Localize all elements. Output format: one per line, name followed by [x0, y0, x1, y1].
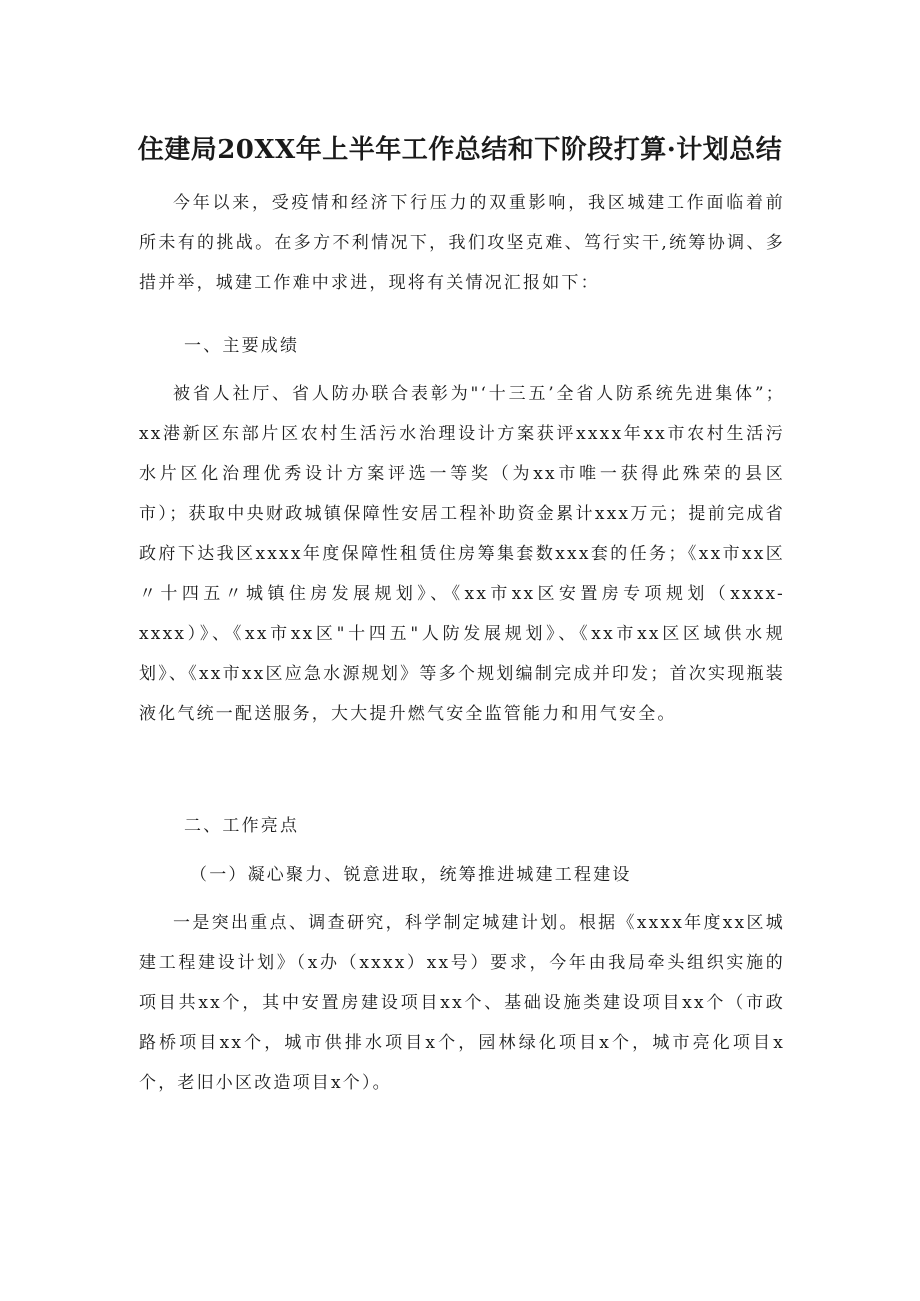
intro-paragraph: 今年以来，受疫情和经济下行压力的双重影响，我区城建工作面临着前所未有的挑战。在多方不利情况下，我们攻坚克难、笃行实干,统筹协调、多措并举，城建工作难中求进，现将有关情况汇报如下： — [139, 193, 785, 293]
achievements-paragraph: 被省人社厅、省人防办联合表彰为"‘十三五’全省人防系统先进集体”；xx港新区东部片区农村生活污水治理设计方案获评xxxx年xx市农村生活污水片区化治理优秀设计方案评选一等奖（为xx市唯一获得此殊荣的县区市）；获取中央财政城镇保障性安居工程补助资金累计xxx万元；提前完成省政府下达我区xxxx年度保障性租赁住房筹集套数xxx套的任务；《xx市xx区〃十四五〃城镇住房发展规划》、《xx市xx区安置房专项规划（xxxx-xxxx）》、《xx市xx区"十四五"人防发展规划》、《xx市xx区区域供水规划》、《xx市xx区应急水源规划》等多个规划编制完成并印发；首次实现瓶装液化气统一配送服务，大大提升燃气安全监管能力和用气安全。 — [139, 384, 785, 724]
section-heading-highlights: 二、工作亮点 — [184, 816, 300, 836]
document-title: 住建局20XX年上半年工作总结和下阶段打算·计划总结 — [137, 135, 783, 165]
subsection-heading-construction: （一）凝心聚力、锐意进取，统筹推进城建工程建设 — [190, 865, 632, 885]
construction-paragraph: 一是突出重点、调查研究，科学制定城建计划。根据《xxxx年度xx区城建工程建设计划》（x办（xxxx）xx号）要求，今年由我局牵头组织实施的项目共xx个，其中安置房建设项目xx个、基础设施类建设项目xx个（市政路桥项目xx个，城市供排水项目x个，园林绿化项目x个，城市亮化项目x个，老旧小区改造项目x个）。 — [139, 913, 785, 1093]
section-heading-achievements: 一、主要成绩 — [184, 336, 300, 356]
